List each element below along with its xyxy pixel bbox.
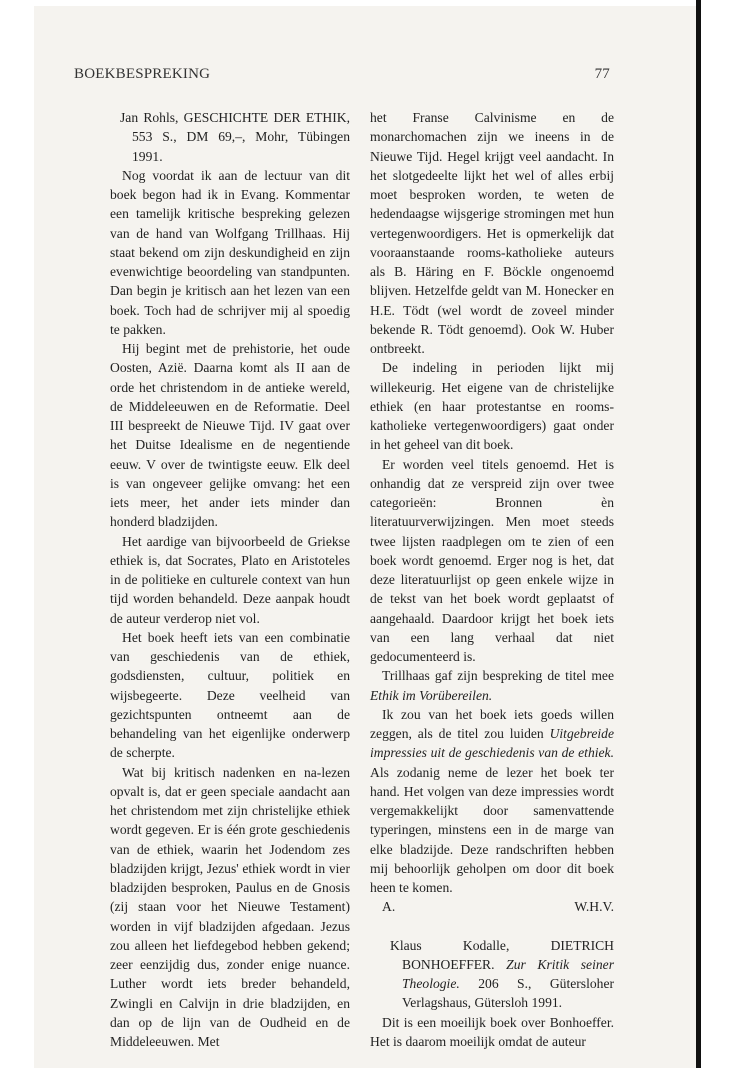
review1-paragraph-4: Het boek heeft iets van een combinatie van geschiedenis van de ethiek, godsdiensten, cultuur, politiek en wijsbegeerte. Deze veelheid van gezichtspunten ontneemt aan de behandeling van het eigenlijke onderwerp de scherpte. bbox=[110, 629, 350, 761]
review2-citation bbox=[370, 936, 614, 1013]
closing-title: Uitgebreide impressies uit de geschiedenis van de ethiek. bbox=[370, 726, 615, 761]
review1-signature bbox=[370, 897, 614, 916]
trillhaas-title: Ethik im Vorübereilen. bbox=[370, 687, 493, 703]
review1-paragraph-9 bbox=[370, 705, 614, 898]
review2-citation-details: 206 S., Gütersloher Verlagshaus, Gütersloh 1991. bbox=[402, 976, 614, 1011]
review1-paragraph-5-continued: het Franse Calvinisme en de monarchomachen zijn we ineens in de Nieuwe Tijd. Hegel krijgt veel aandacht. In het slotgedeelte lijkt het wel of alles erbij moet besproken worden, te weten de hedendaagse wijsgerige stromingen met hun vertegenwoordigers. Het is opmerkelijk dat vooraanstaande rooms-katholieke auteurs als B. Häring en F. Böckle ongenoemd blijven. Hetzelfde geldt van M. Honecker en H.E. Tödt (wel wordt de zoveel minder bekende R. Tödt genoemd). Ook W. Huber ontbreekt. bbox=[370, 110, 614, 356]
review1-paragraph-7: Er worden veel titels genoemd. Het is onhandig dat ze verspreid zijn over twee categorieën: Bronnen èn literatuurverwijzingen. Men moet steeds twee lijsten raadplegen om te zien of een boek wordt genoemd. Erger nog is het, dat deze literatuurlijst op geen enkele wijze in de tekst van het boek wordt geplaatst of aangehaald. Daardoor krijgt het boek iets van een lang verhaal dat niet gedocumenteerd is. bbox=[370, 456, 614, 664]
left-column bbox=[110, 108, 350, 1051]
review2-citation-subtitle: Zur Kritik seiner Theologie. bbox=[402, 956, 614, 991]
review1-paragraph-5: Wat bij kritisch nadenken en na-lezen opvalt is, dat er geen speciale aandacht aan het christendom met zijn christelijke ethiek wordt gegeven. Er is één grote geschiedenis van de ethiek, waarin het Jodendom zes bladzijden krijgt, Jezus' ethiek wordt in vier bladzijden besproken, Paulus en de Gnosis (zij staan voor het Nieuwe Testament) worden in vijf bladzijden afgedaan. Jezus zou alleen het liefdegebod hebben gekend; zeer eenzijdig dus, zonder enige nuance. Luther wordt iets breder behandeld, Zwingli en Calvijn in drie bladzijden, en dan op de lijn van de Oudheid en de Middeleeuwen. Met bbox=[110, 764, 350, 1049]
review2-citation-author: Klaus Kodalle, bbox=[390, 937, 510, 953]
review1-paragraph-8 bbox=[370, 666, 614, 705]
review1-paragraph-6: De indeling in perioden lijkt mij willekeurig. Het eigene van de christelijke ethiek (en haar protestantse en rooms-katholieke vertegenwoordigers) gaat onder in het geheel van dit boek. bbox=[370, 360, 614, 453]
running-header bbox=[74, 66, 610, 83]
closing-part-2: Als zodanig neme de lezer het boek ter hand. Het volgen van deze impressies wordt vergemakkelijkt door samenvattende typeringen, minstens een in de marge van elke bladzijde. Deze randschriften hebben mij behoorlijk geholpen om door dit boek heen te komen. bbox=[370, 764, 614, 895]
signature-initial: A. bbox=[382, 899, 396, 915]
review1-paragraph-2: Hij begint met de prehistorie, het oude Oosten, Azië. Daarna komt als II aan de orde het christendom in de antieke wereld, de Middeleeuwen en de Reformatie. Deel III bespreekt de Nieuwe Tijd. IV gaat over het Duitse Idealisme en de negentiende eeuw. V over de twintigste eeuw. Elk deel is van ongeveer gelijke omvang: het een iets meer, het ander iets minder dan honderd bladzijden. bbox=[110, 341, 350, 530]
signature-reviewer: W.H.V. bbox=[574, 899, 614, 915]
review1-citation-details: 553 S., DM 69,–, Mohr, Tübingen 1991. bbox=[132, 129, 350, 164]
review1-citation-title: GESCHICHTE DER ETHIK, bbox=[183, 110, 350, 125]
section-gap bbox=[370, 917, 614, 936]
review2-citation-title: DIETRICH BONHOEFFER. bbox=[402, 937, 614, 972]
review1-paragraph-3: Het aardige van bijvoorbeeld de Griekse ethiek is, dat Socrates, Plato en Aristoteles in de politieke en culturele context van hun tijd worden behandeld. Deze aanpak houdt de auteur verderop niet vol. bbox=[110, 533, 350, 626]
right-column bbox=[370, 108, 614, 1051]
section-title: BOEKBESPREKING bbox=[74, 66, 211, 82]
review1-citation bbox=[110, 108, 350, 166]
page-number: 77 bbox=[594, 66, 610, 82]
review1-citation-author: Jan Rohls, bbox=[120, 110, 179, 125]
review1-paragraph-1: Nog voordat ik aan de lectuur van dit boek begon had ik in Evang. Kommentar een tamelijk kritische bespreking gelezen van de hand van Wolfgang Trillhaas. Hij staat bekend om zijn deskundigheid en zijn evenwichtige beoordeling van standpunten. Dan begin je kritisch aan het lezen van een boek. Toch had de schrijver mij al spoedig te pakken. bbox=[110, 167, 350, 337]
review2-paragraph-1: Dit is een moeilijk boek over Bonhoeffer. Het is daarom moeilijk omdat de auteur bbox=[370, 1014, 614, 1049]
trillhaas-prefix: Trillhaas gaf zijn bespreking de titel mee bbox=[382, 668, 614, 684]
closing-part-1: Ik zou van het boek iets goeds willen zeggen, als de titel zou luiden bbox=[370, 706, 614, 741]
page-edge bbox=[696, 0, 701, 1068]
